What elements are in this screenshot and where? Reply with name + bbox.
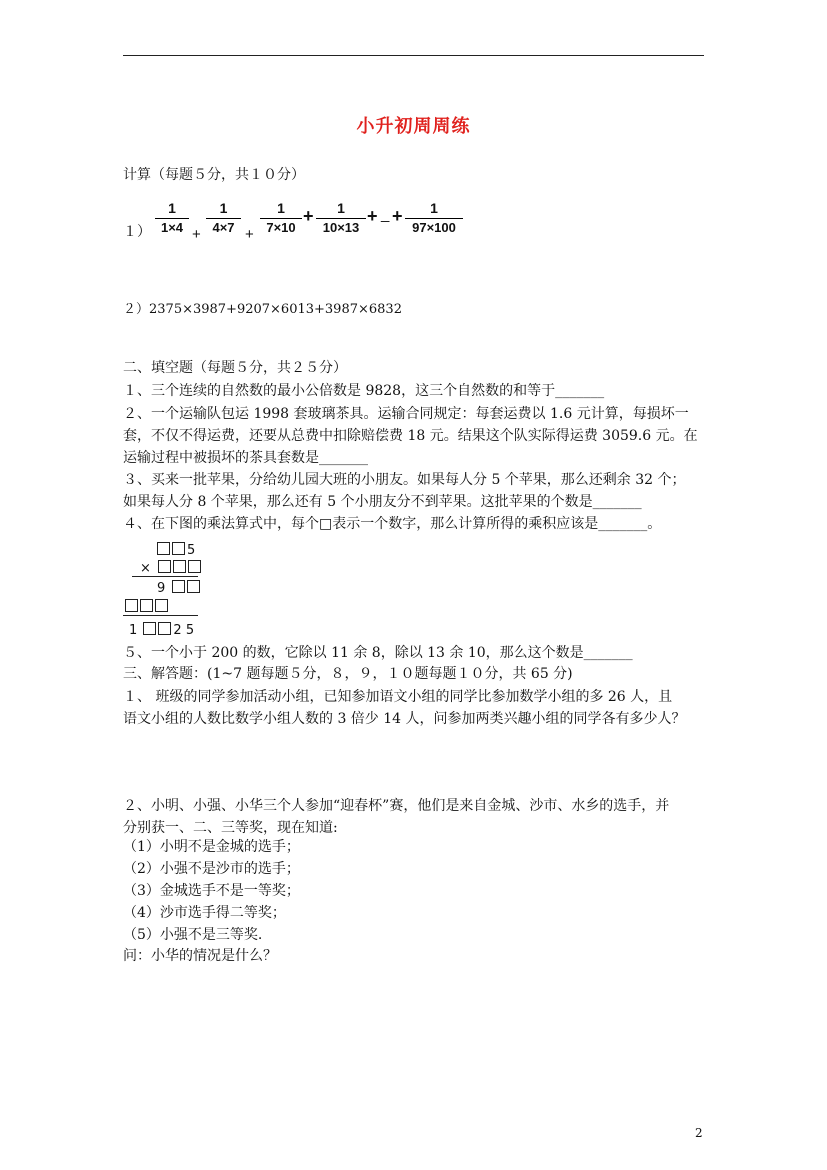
fraction-4-numerator: 1: [337, 200, 345, 216]
condition-1: （1）小明不是金城的选手；: [123, 839, 300, 855]
operator-plus: +: [392, 206, 403, 226]
fraction-1-denominator: 1×4: [160, 220, 184, 235]
page-title: 小升初周周练: [356, 116, 471, 137]
fraction-5-numerator: 1: [430, 200, 438, 216]
fraction-bar: [405, 218, 463, 219]
final-question: 问：小华的情况是什么？: [123, 948, 277, 964]
digit-box: [172, 542, 185, 555]
mult-row-3: [157, 580, 202, 596]
fraction-1-numerator: 1: [168, 200, 176, 216]
condition-4: （4）沙市选手得二等奖；: [123, 905, 286, 921]
mult-digit: 5: [187, 543, 196, 558]
q1-label: １）: [123, 224, 151, 240]
mult-row-5: [129, 622, 194, 638]
fraction-4: [316, 200, 366, 236]
digit-box: [172, 580, 185, 593]
mult-row-4: [125, 599, 170, 615]
fraction-2-numerator: 1: [219, 200, 228, 216]
mult-digit: 2 5: [173, 623, 195, 638]
operator-ellipsis: _: [381, 206, 390, 223]
digit-box: [155, 599, 168, 612]
fraction-3: [260, 200, 302, 236]
page-number: 2: [695, 1126, 703, 1140]
digit-box: [188, 560, 201, 573]
fraction-bar: [155, 218, 189, 219]
mult-digit: 1: [129, 623, 138, 638]
condition-3: （3）金城选手不是一等奖；: [123, 883, 300, 899]
solve-q1-line2: 语文小组的人数比数学小组人数的 3 倍少 14 人，问参加两类兴趣小组的同学各有多少人？: [123, 711, 686, 727]
section3-heading: 三、解答题：(1~7 题每题５分，８，９，１０题每题１０分，共 65 分): [123, 666, 573, 682]
condition-5: （5）小强不是三等奖.: [123, 927, 263, 943]
fill-q2-line3: 运输过程中被损坏的茶具套数是_______: [123, 450, 368, 466]
fill-q5: ５、一个小于 200 的数，它除以 11 余 8，除以 13 余 10，那么这个数是_______: [123, 645, 633, 661]
header-rule: [123, 55, 704, 56]
condition-2: （2）小强不是沙市的选手；: [123, 861, 300, 877]
fraction-bar: [260, 218, 302, 219]
solve-q2-line2: 分别获一、二、三等奖，现在知道:: [123, 820, 338, 836]
q2-expression: ２）2375×3987+9207×6013+3987×6832: [123, 302, 402, 317]
mult-digit: 9: [157, 581, 166, 596]
operator-plus: +: [245, 226, 254, 243]
mult-rule-2: [123, 615, 198, 616]
digit-box: [143, 622, 156, 635]
operator-plus: +: [192, 226, 201, 243]
digit-box: [158, 560, 171, 573]
fill-q3-line2: 如果每人分 8 个苹果，那么还有 5 个小朋友分不到苹果。这批苹果的个数是_______: [123, 494, 642, 510]
digit-box: [125, 599, 138, 612]
operator-plus: +: [367, 206, 378, 226]
mult-row-1: [157, 542, 195, 558]
fraction-3-denominator: 7×10: [266, 220, 296, 235]
fill-q2-line2: 套，不仅不得运费，还要从总费中扣除赔偿费 18 元。结果这个队实际得运费 3059.6 元。在: [123, 428, 698, 444]
fraction-2: [206, 200, 241, 236]
digit-box: [187, 580, 200, 593]
fraction-1: [155, 200, 189, 236]
section2-heading: 二、填空题（每题５分，共２５分）: [123, 360, 347, 376]
fraction-5-denominator: 97×100: [412, 220, 456, 235]
fill-q3-line1: ３、买来一批苹果，分给幼儿园大班的小朋友。如果每人分 5 个苹果，那么还剩余 32 个；: [123, 472, 686, 488]
fraction-4-denominator: 10×13: [322, 220, 360, 235]
mult-rule-1: [132, 576, 198, 577]
solve-q1-line1: １、 班级的同学参加活动小组，已知参加语文小组的同学比参加数学小组的多 26 人，且: [123, 689, 673, 705]
fraction-2-denominator: 4×7: [212, 220, 235, 235]
fraction-bar: [206, 218, 241, 219]
operator-plus: +: [303, 206, 314, 226]
digit-box: [173, 560, 186, 573]
digit-box: [157, 542, 170, 555]
solve-q2-line1: ２、小明、小强、小华三个人参加“迎春杯”赛，他们是来自金城、沙市、水乡的选手，并: [123, 798, 670, 814]
fraction-5: [405, 200, 463, 236]
digit-box: [140, 599, 153, 612]
mult-row-2: [140, 560, 203, 576]
section1-heading: 计算（每题５分，共１０分）: [123, 167, 305, 183]
fill-q4: ４、在下图的乘法算式中，每个□表示一个数字，那么计算所得的乘积应该是_______。: [123, 516, 662, 532]
fill-q2-line1: ２、一个运输队包运 1998 套玻璃茶具。运输合同规定：每套运费以 1.6 元计算，每损坏一: [123, 406, 689, 422]
fraction-bar: [316, 218, 366, 219]
digit-box: [158, 622, 171, 635]
times-sign: ×: [140, 561, 151, 576]
fill-q1: １、三个连续的自然数的最小公倍数是 9828，这三个自然数的和等于_______: [123, 383, 605, 399]
fraction-3-numerator: 1: [277, 200, 285, 216]
